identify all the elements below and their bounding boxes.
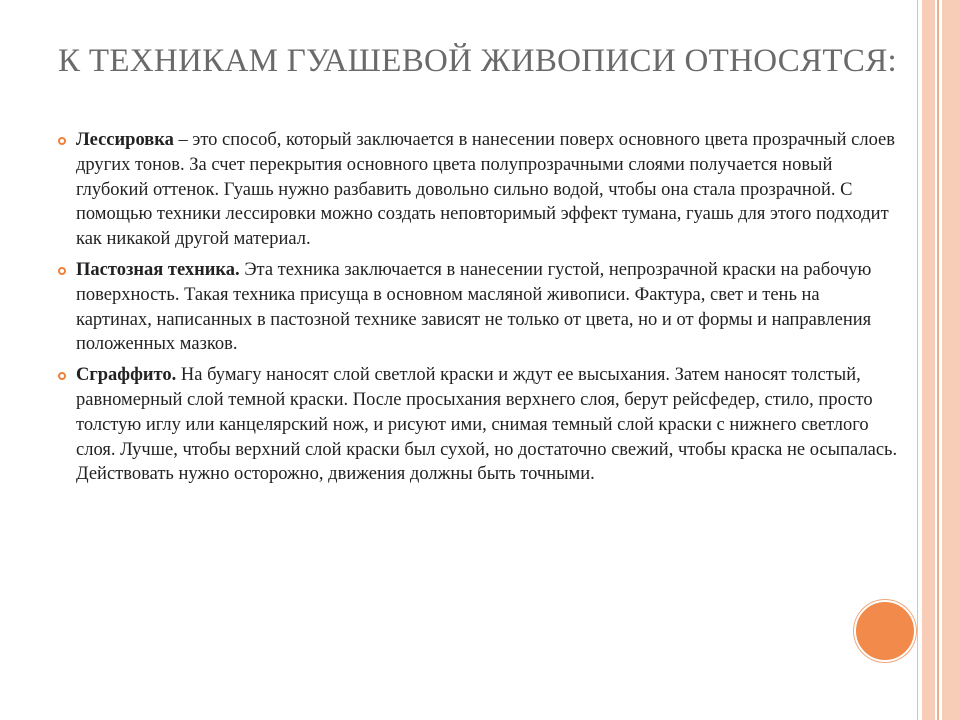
stripe [922,0,935,720]
stripe [942,0,960,720]
slide-title: К ТЕХНИКАМ ГУАШЕВОЙ ЖИВОПИСИ ОТНОСЯТСЯ: [58,43,897,79]
stripe [937,0,939,720]
list-item-pastoznaya [58,258,898,357]
item-text: Эта техника заключается в нанесении густой, непрозрачной краски на рабочую поверхность. Такая техника присуща в основном масляной живописи. Фактура, свет и тень на картинах, написанных в пастозной технике зависят не только от цвета, но и от формы и направления положенных мазков. [76,259,872,355]
item-term: Сграффито. [76,365,177,386]
item-term: Лессировка [76,130,174,150]
bullet-list [58,128,898,493]
item-text: – это способ, который заключается в нанесении поверх основного цвета прозрачный слоев других тонов. За счет перекрытия основного цвета полупрозрачными слоями получается новый глубокий оттенок. Гуашь нужно разбавить довольно сильно водой, чтобы она стала прозрачной. С помощью техники лессировки можно создать неповторимый эффект тумана, гуашь для этого подходит как никакой другой материал. [76,130,895,250]
stripe [917,0,918,720]
list-item-sgraffito [58,363,898,487]
bullet-icon [58,372,66,380]
decorative-circle-icon [854,600,916,662]
decorative-stripes [915,0,960,720]
item-text: На бумагу наносят слой светлой краски и ждут ее высыхания. Затем наносят толстый, равномерный слой темной краски. После просыхания верхнего слоя, берут рейсфедер, стило, просто толстую иглу или канцелярский нож, и рисуют ими, снимая темный слой краски с нижнего светлого слоя. Лучше, чтобы верхний слой краски был сухой, но достаточно свежий, чтобы краска не осыпалась. Действовать нужно осторожно, движения должны быть точными. [76,365,898,485]
bullet-icon [58,137,66,145]
bullet-icon [58,267,66,275]
list-item-lessirovka [58,128,898,252]
item-term: Пастозная техника. [76,259,240,280]
